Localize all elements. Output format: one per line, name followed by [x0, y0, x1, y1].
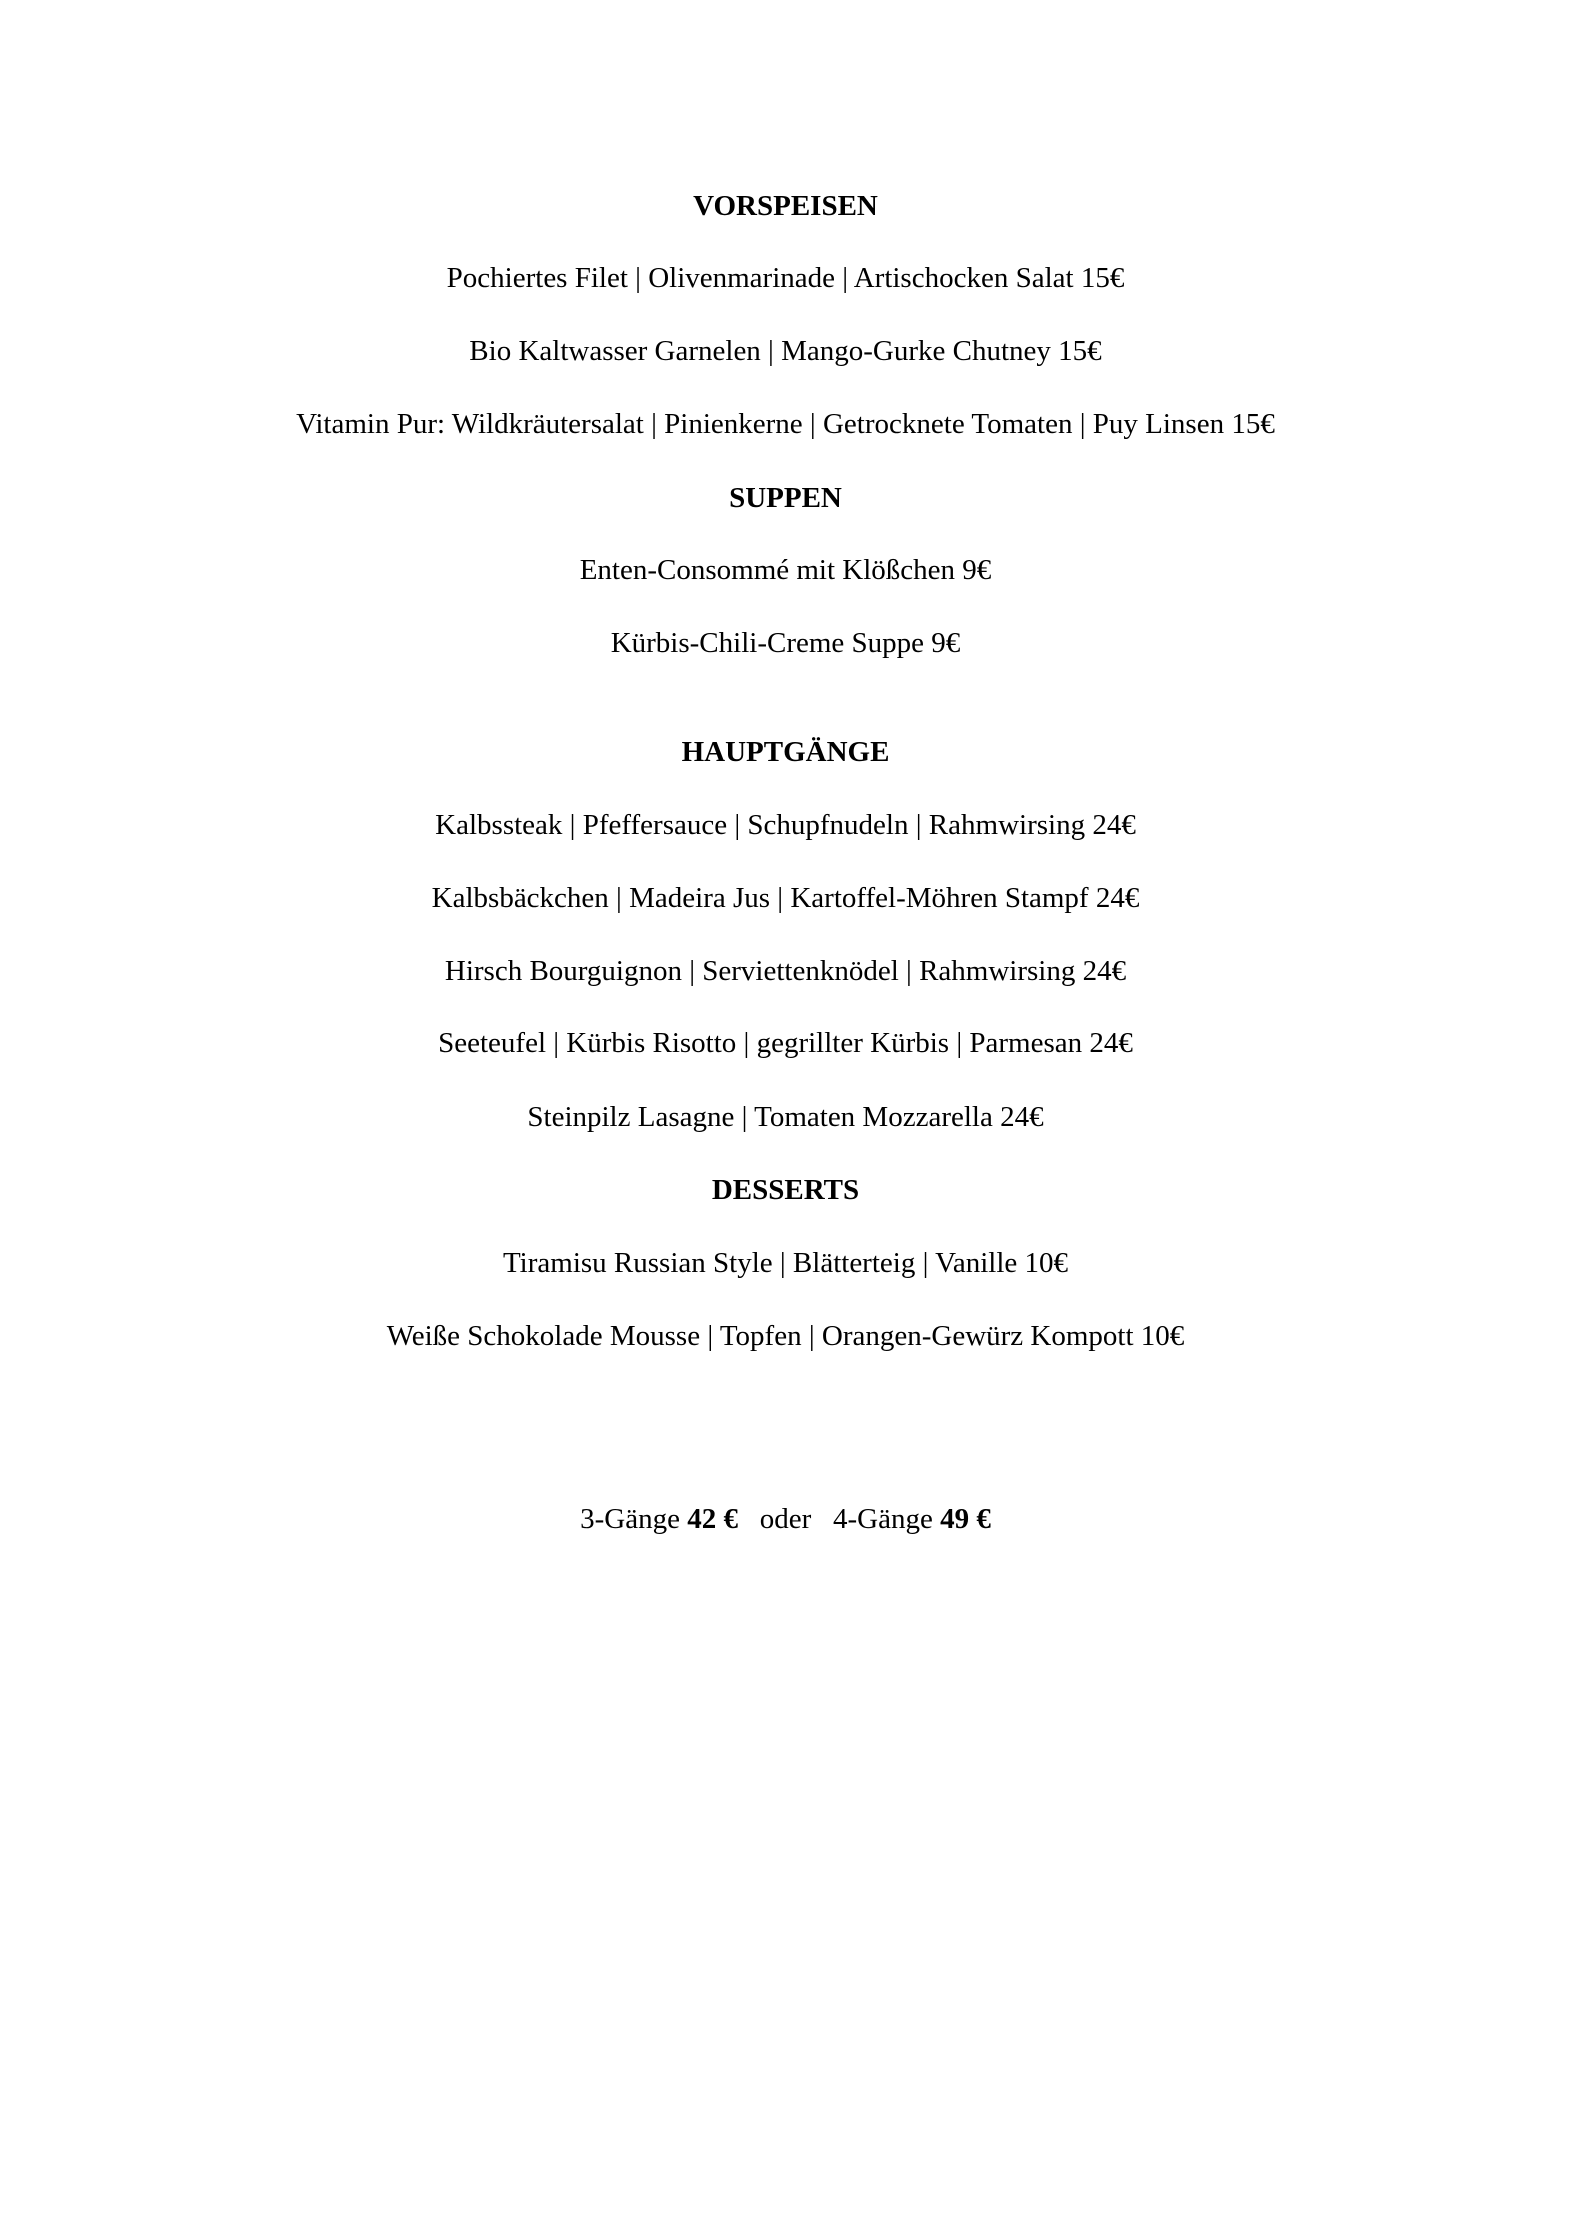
section-heading-desserts: DESSERTS [711, 1174, 860, 1206]
menu-item: Kürbis-Chili-Creme Suppe 9€ [610, 627, 961, 659]
section-heading-suppen: SUPPEN [729, 482, 842, 514]
four-course-label: 4-Gänge [833, 1503, 933, 1535]
offer-separator: oder [759, 1503, 812, 1535]
menu-item: Seeteufel | Kürbis Risotto | gegrillter Kürbis | Parmesan 24€ [438, 1027, 1133, 1059]
menu-offer [0, 1501, 1571, 1537]
section-heading-hauptgaenge: HAUPTGÄNGE [681, 736, 890, 768]
menu-item: Kalbssteak | Pfeffersauce | Schupfnudeln | Rahmwirsing 24€ [435, 809, 1136, 841]
menu-item: Enten-Consommé mit Klößchen 9€ [579, 554, 992, 586]
menu-item: Pochiertes Filet | Olivenmarinade | Artischocken Salat 15€ [446, 262, 1125, 294]
section-heading-vorspeisen: VORSPEISEN [693, 190, 878, 222]
menu-item: Vitamin Pur: Wildkräutersalat | Pinienkerne | Getrocknete Tomaten | Puy Linsen 15€ [296, 408, 1275, 440]
three-course-price: 42 € [687, 1503, 738, 1535]
menu-item: Hirsch Bourguignon | Serviettenknödel | Rahmwirsing 24€ [444, 955, 1127, 987]
menu-item: Weiße Schokolade Mousse | Topfen | Orangen-Gewürz Kompott 10€ [386, 1320, 1185, 1352]
menu-item: Steinpilz Lasagne | Tomaten Mozzarella 24€ [527, 1101, 1044, 1133]
four-course-price: 49 € [940, 1503, 991, 1535]
menu-item: Kalbsbäckchen | Madeira Jus | Kartoffel-Möhren Stampf 24€ [431, 882, 1140, 914]
menu-item: Bio Kaltwasser Garnelen | Mango-Gurke Chutney 15€ [469, 335, 1102, 367]
menu-item: Tiramisu Russian Style | Blätterteig | Vanille 10€ [502, 1247, 1069, 1279]
three-course-label: 3-Gänge [580, 1503, 680, 1535]
